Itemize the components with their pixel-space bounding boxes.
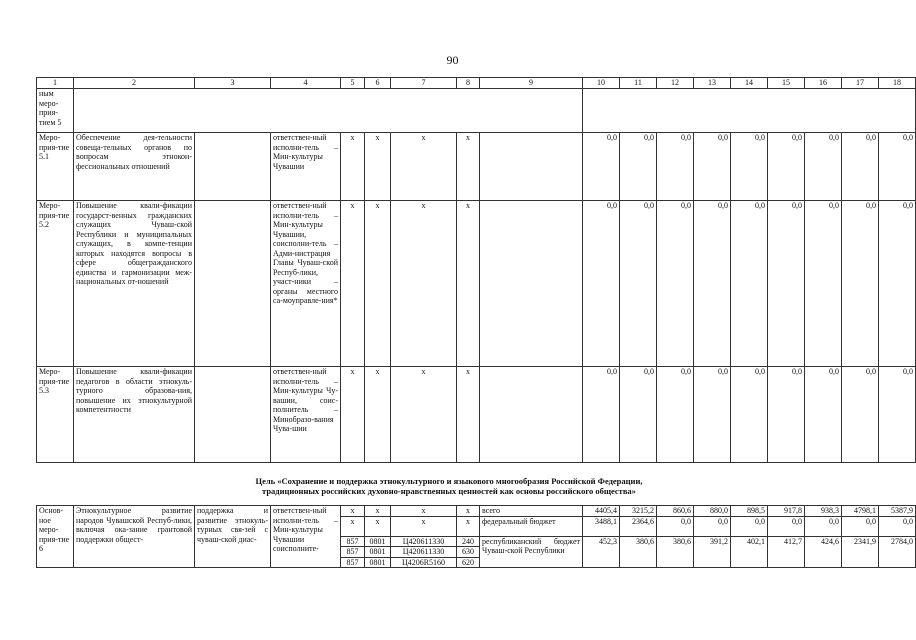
page-number: 90 xyxy=(446,53,459,67)
bottom-table xyxy=(36,505,916,568)
value-cell: 0,0 xyxy=(694,367,731,463)
value-cell: 917,8 xyxy=(768,506,805,517)
table-row xyxy=(37,133,916,201)
value-cell: 0,0 xyxy=(657,201,694,367)
row-label: Меро-прия-тие 5.3 xyxy=(37,367,74,463)
value-cell: 5387,9 xyxy=(879,506,916,517)
value-cell: 0,0 xyxy=(842,201,879,367)
responsible-cell: ответствен-ный исполни-тель – Мин-культуры Чувашии соисполните- xyxy=(271,506,341,568)
value-cell: 2364,6 xyxy=(620,516,657,536)
grbs-cell: 857 xyxy=(341,557,365,568)
value-cell: 0,0 xyxy=(657,367,694,463)
source-cell xyxy=(480,133,583,201)
grbs-cell: x xyxy=(341,516,365,536)
value-cell: 0,0 xyxy=(694,201,731,367)
row-label: Основ-ное меро-прия-тие 6 xyxy=(37,506,74,568)
grbs-cell: x xyxy=(341,506,365,517)
measure-description: Повышение квали-фикации педагогов в области этнокуль-турного образова-ния, повышение их этнокультурной компетентности xyxy=(74,367,195,463)
value-cell: 0,0 xyxy=(620,367,657,463)
col-num: 4 xyxy=(271,78,341,89)
value-cell: 2784,0 xyxy=(879,536,916,568)
source-cell: федеральный бюджет xyxy=(480,516,583,536)
value-cell: 0,0 xyxy=(842,516,879,536)
expense-type-cell: x xyxy=(457,506,480,517)
table-row xyxy=(37,367,916,463)
value-cell: 2341,9 xyxy=(842,536,879,568)
value-cell: 0,0 xyxy=(583,133,620,201)
target-article-cell: x xyxy=(391,367,457,463)
expense-type-cell: x xyxy=(457,367,480,463)
section-cell: x xyxy=(365,516,391,536)
target-article-cell: x xyxy=(391,201,457,367)
target-article-cell: Ц420611330 xyxy=(391,547,457,558)
continuation-row xyxy=(37,89,916,133)
empty-merged-cell xyxy=(583,89,916,133)
value-cell: 4798,1 xyxy=(842,506,879,517)
col-num: 8 xyxy=(457,78,480,89)
value-cell: 380,6 xyxy=(657,536,694,568)
value-cell: 0,0 xyxy=(620,201,657,367)
value-cell: 0,0 xyxy=(879,516,916,536)
value-cell: 938,3 xyxy=(805,506,842,517)
grbs-cell: 857 xyxy=(341,536,365,547)
value-cell: 0,0 xyxy=(768,133,805,201)
target-article-cell: Ц420611330 xyxy=(391,536,457,547)
responsible-cell: ответствен-ный исполни-тель – Мин-культуры Чу-вашии, соис-полнитель – Минобразо-вания Чува-шии xyxy=(271,367,341,463)
value-cell: 0,0 xyxy=(731,201,768,367)
value-cell: 0,0 xyxy=(805,516,842,536)
col-num: 14 xyxy=(731,78,768,89)
col-num: 6 xyxy=(365,78,391,89)
section-cell: 0801 xyxy=(365,547,391,558)
value-cell: 0,0 xyxy=(879,367,916,463)
value-cell: 0,0 xyxy=(583,201,620,367)
value-cell: 0,0 xyxy=(657,516,694,536)
source-cell: всего xyxy=(480,506,583,517)
source-cell xyxy=(480,367,583,463)
value-cell: 0,0 xyxy=(731,516,768,536)
grbs-cell: x xyxy=(341,367,365,463)
task-cell: поддержка и развитие этнокуль-турных свя-зей с чуваш-ской диас- xyxy=(195,506,271,568)
measure-description: Обеспечение дея-тельности совеща-тельных органов по вопросам этнокон-фессиональных отношений xyxy=(74,133,195,201)
column-number-row xyxy=(37,78,916,89)
measure-description: Повышение квали-фикации государст-венных гражданских служащих Чуваш-ской Республики и муниципальных служащих, в компе-тенции которых находятся вопросы в сфере общегражданского единства и гармонизации меж-национальных от-ношений xyxy=(74,201,195,367)
expense-type-cell: 630 xyxy=(457,547,480,558)
target-article-cell: x xyxy=(391,506,457,517)
section-cell: x xyxy=(365,201,391,367)
col-num: 1 xyxy=(37,78,74,89)
value-cell: 412,7 xyxy=(768,536,805,568)
col-num: 15 xyxy=(768,78,805,89)
value-cell: 0,0 xyxy=(694,516,731,536)
col-num: 7 xyxy=(391,78,457,89)
expense-type-cell: 240 xyxy=(457,536,480,547)
value-cell: 880,0 xyxy=(694,506,731,517)
section-cell: x xyxy=(365,133,391,201)
col-num: 3 xyxy=(195,78,271,89)
section-cell: x xyxy=(365,506,391,517)
main-table xyxy=(36,77,916,463)
goal-line: Цель «Сохранение и поддержка этнокультурного и языкового многообразия Российской Федерации, xyxy=(255,476,643,486)
task-cell xyxy=(195,367,271,463)
value-cell: 391,2 xyxy=(694,536,731,568)
table-row xyxy=(37,201,916,367)
value-cell: 0,0 xyxy=(657,133,694,201)
value-cell: 0,0 xyxy=(805,201,842,367)
expense-type-cell: x xyxy=(457,201,480,367)
col-num: 9 xyxy=(480,78,583,89)
row-label: Меро-прия-тие 5.2 xyxy=(37,201,74,367)
value-cell: 0,0 xyxy=(620,133,657,201)
responsible-cell: ответствен-ный исполни-тель – Мин-культуры Чувашии xyxy=(271,133,341,201)
row-label: ным меро-прия-тием 5 xyxy=(37,89,74,133)
grbs-cell: 857 xyxy=(341,547,365,558)
section-cell: x xyxy=(365,367,391,463)
goal-line: традиционных российских духовно-нравственных ценностей как основы российского общества» xyxy=(262,486,636,496)
value-cell: 0,0 xyxy=(879,133,916,201)
value-cell: 380,6 xyxy=(620,536,657,568)
col-num: 12 xyxy=(657,78,694,89)
row-label: Меро-прия-тие 5.1 xyxy=(37,133,74,201)
target-article-cell: Ц4206R5160 xyxy=(391,557,457,568)
value-cell: 0,0 xyxy=(731,133,768,201)
grbs-cell: x xyxy=(341,133,365,201)
col-num: 10 xyxy=(583,78,620,89)
value-cell: 4405,4 xyxy=(583,506,620,517)
source-cell: республиканский бюджет Чуваш-ской Республики xyxy=(480,536,583,568)
value-cell: 0,0 xyxy=(694,133,731,201)
section-cell: 0801 xyxy=(365,536,391,547)
value-cell: 424,6 xyxy=(805,536,842,568)
responsible-cell: ответствен-ный исполни-тель – Мин-культуры Чувашии, соисполни-тель – Адми-нистрация Главы Чуваш-ской Респуб-лики, участ-ники – органы местного са-моуправле-ния* xyxy=(271,201,341,367)
value-cell: 898,5 xyxy=(731,506,768,517)
value-cell: 0,0 xyxy=(768,516,805,536)
value-cell: 0,0 xyxy=(768,201,805,367)
value-cell: 3215,2 xyxy=(620,506,657,517)
value-cell: 0,0 xyxy=(731,367,768,463)
value-cell: 0,0 xyxy=(842,133,879,201)
value-cell: 0,0 xyxy=(805,133,842,201)
source-cell xyxy=(480,201,583,367)
expense-type-cell: 620 xyxy=(457,557,480,568)
empty-merged-cell xyxy=(74,89,583,133)
col-num: 13 xyxy=(694,78,731,89)
col-num: 5 xyxy=(341,78,365,89)
value-cell: 402,1 xyxy=(731,536,768,568)
target-article-cell: x xyxy=(391,516,457,536)
col-num: 16 xyxy=(805,78,842,89)
col-num: 18 xyxy=(879,78,916,89)
task-cell xyxy=(195,133,271,201)
value-cell: 0,0 xyxy=(842,367,879,463)
value-cell: 0,0 xyxy=(583,367,620,463)
col-num: 2 xyxy=(74,78,195,89)
target-article-cell: x xyxy=(391,133,457,201)
task-cell xyxy=(195,201,271,367)
col-num: 17 xyxy=(842,78,879,89)
value-cell: 3488,1 xyxy=(583,516,620,536)
expense-type-cell: x xyxy=(457,516,480,536)
value-cell: 0,0 xyxy=(768,367,805,463)
grbs-cell: x xyxy=(341,201,365,367)
section-cell: 0801 xyxy=(365,557,391,568)
value-cell: 452,3 xyxy=(583,536,620,568)
goal-heading xyxy=(36,476,862,496)
table-row xyxy=(37,506,916,517)
value-cell: 860,6 xyxy=(657,506,694,517)
measure-description: Этнокультурное развитие народов Чувашской Респуб-лики, включая ока-зание грантовой поддержки общест- xyxy=(74,506,195,568)
expense-type-cell: x xyxy=(457,133,480,201)
value-cell: 0,0 xyxy=(879,201,916,367)
value-cell: 0,0 xyxy=(805,367,842,463)
col-num: 11 xyxy=(620,78,657,89)
